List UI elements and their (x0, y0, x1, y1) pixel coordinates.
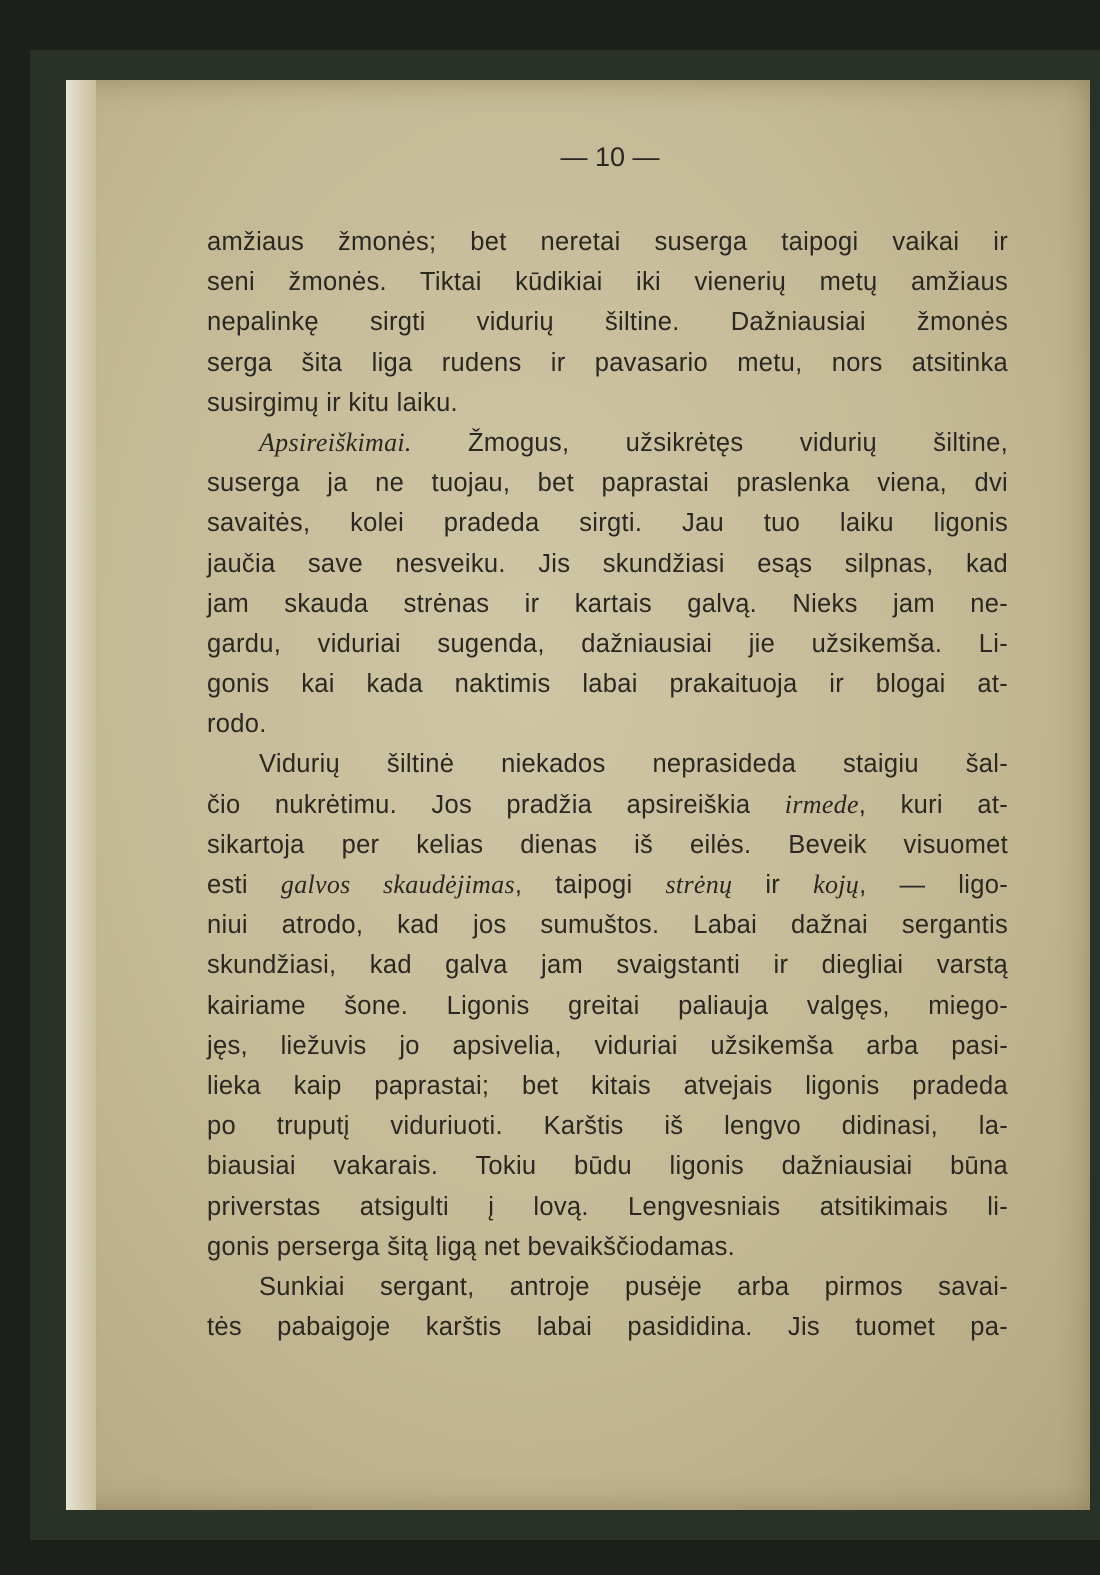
text-line (207, 825, 1008, 865)
text-line (207, 905, 1008, 945)
text-line (207, 986, 1008, 1026)
italic-term: kojų (813, 870, 860, 899)
text-segment: savaitės, kolei pradeda sirgti. Jau tuo laiku ligonis (207, 509, 1008, 538)
text-segment: nepalinkę sirgti vidurių šiltine. Dažniausiai žmonės (207, 308, 1008, 337)
text-line (207, 262, 1008, 302)
text-line (207, 423, 1008, 463)
text-line (207, 1066, 1008, 1106)
text-segment: amžiaus žmonės; bet neretai suserga taipogi vaikai ir (207, 228, 1008, 256)
text-segment: Žmogus, užsikrėtęs vidurių šiltine, (411, 428, 1008, 457)
text-segment: Sunkiai sergant, antroje pusėje arba pirmos savai- (259, 1272, 1008, 1301)
italic-term: strėnų (665, 870, 733, 899)
text-line (207, 865, 1008, 905)
text-line (207, 584, 1008, 624)
text-line (207, 1146, 1008, 1186)
text-segment: jaučia save nesveiku. Jis skundžiasi esąs silpnas, kad (207, 549, 1008, 578)
italic-term: irmede (784, 789, 859, 819)
text-segment: , kuri at- (858, 790, 1008, 819)
text-line (207, 945, 1008, 985)
text-segment: serga šita liga rudens ir pavasario metu, nors atsitinka (207, 348, 1008, 377)
text-segment: gonis perserga šitą ligą net bevaikščiodamas. (207, 1232, 736, 1261)
text-line (207, 1227, 1008, 1267)
text-segment: niui atrodo, kad jos sumuštos. Labai dažnai sergantis (207, 911, 1008, 940)
text-line (207, 463, 1008, 503)
text-line (207, 624, 1008, 664)
text-line (207, 1106, 1008, 1146)
page-edge (66, 80, 96, 1510)
text-line (207, 1267, 1008, 1307)
text-segment: sikartoja per kelias dienas iš eilės. Beveik visuomet (207, 830, 1008, 859)
text-line (207, 383, 1008, 423)
text-line (207, 744, 1008, 784)
text-line (207, 785, 1008, 825)
text-segment: Vidurių šiltinė niekados neprasideda staigiu šal- (259, 750, 1008, 779)
text-line (207, 343, 1008, 383)
italic-term: galvos skaudėjimas (280, 870, 515, 899)
text-segment: priverstas atsigulti į lovą. Lengvesniais atsitikimais li- (207, 1192, 1008, 1221)
text-line (207, 704, 1008, 744)
text-line (207, 302, 1008, 342)
text-segment: tės pabaigoje karštis labai pasididina. Jis tuomet pa- (207, 1313, 1008, 1342)
text-segment: gonis kai kada naktimis labai prakaituoja ir blogai at- (207, 670, 1008, 699)
text-segment: rodo. (207, 710, 267, 739)
text-line (207, 1026, 1008, 1066)
text-segment: seni žmonės. Tiktai kūdikiai iki vienerių metų amžiaus (207, 268, 1008, 297)
text-segment: , taipogi (514, 871, 666, 899)
text-line (207, 503, 1008, 543)
text-segment: ir (732, 871, 814, 899)
text-segment: jam skauda strėnas ir kartais galvą. Nieks jam ne- (207, 589, 1008, 618)
text-segment: , — ligo- (859, 871, 1008, 899)
italic-term: Apsireiškimai. (259, 427, 412, 457)
text-segment: čio nukrėtimu. Jos pradžia apsireiškia (207, 790, 785, 819)
text-segment: skundžiasi, kad galva jam svaigstanti ir diegliai varstą (207, 951, 1008, 980)
text-segment: gardu, viduriai sugenda, dažniausiai jie užsikemša. Li- (207, 629, 1008, 658)
text-line (207, 222, 1008, 262)
text-segment: lieka kaip paprastai; bet kitais atvejais ligonis pradeda (207, 1071, 1008, 1100)
text-line (207, 1307, 1008, 1347)
text-segment: jęs, liežuvis jo apsivelia, viduriai užsikemša arba pasi- (207, 1031, 1008, 1060)
body-text (207, 222, 1008, 1347)
text-line (207, 1187, 1008, 1227)
text-segment: kairiame šone. Ligonis greitai paliauja valgęs, miego- (207, 991, 1008, 1020)
text-line (207, 664, 1008, 704)
text-segment: suserga ja ne tuojau, bet paprastai praslenka viena, dvi (207, 469, 1008, 498)
page-number: — 10 — (560, 142, 660, 172)
text-segment: po truputį viduriuoti. Karštis iš lengvo didinasi, la- (207, 1112, 1008, 1141)
text-segment: esti (207, 871, 281, 899)
text-segment: susirgimų ir kitu laiku. (207, 388, 458, 417)
text-segment: biausiai vakarais. Tokiu būdu ligonis dažniausiai būna (207, 1152, 1008, 1181)
text-line (207, 544, 1008, 584)
